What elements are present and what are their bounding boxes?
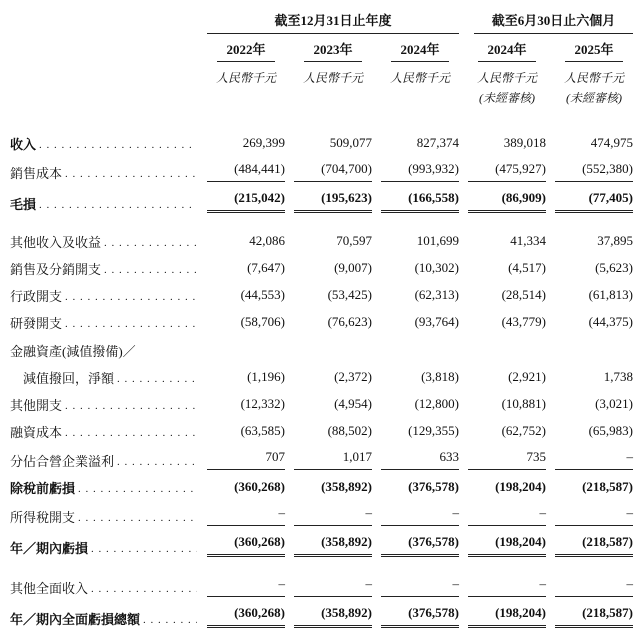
- dot-leader: [91, 580, 197, 596]
- row-label: [10, 163, 198, 182]
- value-cell: (53,425): [327, 287, 372, 302]
- year-header: [555, 36, 633, 62]
- value-cell: (86,909): [468, 190, 546, 213]
- row-label-text: 除稅前虧損: [10, 481, 76, 496]
- year-label: 2024年: [391, 36, 448, 62]
- value-cell: (1,196): [247, 369, 285, 384]
- value-cell: –: [381, 576, 459, 597]
- unaudited-note: [294, 86, 372, 106]
- value-cell: (62,752): [501, 423, 546, 438]
- value-cell: –: [468, 576, 546, 597]
- dot-leader: [91, 540, 197, 556]
- value-cell: –: [294, 505, 372, 526]
- value-cell: (4,517): [508, 260, 546, 275]
- value-cell: (44,375): [588, 314, 633, 329]
- row-label: [10, 422, 198, 441]
- table-row: [10, 182, 633, 213]
- value-cell: (2,372): [334, 369, 372, 384]
- value-cell: (44,553): [240, 287, 285, 302]
- dot-leader: [117, 370, 197, 386]
- unit-label: 人民幣千元: [389, 71, 450, 85]
- year-label: 2022年: [217, 36, 274, 62]
- dot-leader: [78, 480, 197, 496]
- value-cell: 269,399: [242, 135, 285, 150]
- value-cell: (376,578): [381, 605, 459, 628]
- table-row: [10, 441, 633, 470]
- unit-label: 人民幣千元: [563, 71, 624, 85]
- value-cell: (376,578): [381, 534, 459, 557]
- row-label-text: 銷售及分銷開支: [10, 262, 102, 277]
- value-cell: (10,302): [414, 260, 459, 275]
- value-cell: 707: [207, 449, 285, 470]
- unit-label: 人民幣千元: [215, 71, 276, 85]
- value-cell: 735: [468, 449, 546, 470]
- value-cell: (43,779): [501, 314, 546, 329]
- value-cell: (360,268): [207, 605, 285, 628]
- value-cell: (3,021): [595, 396, 633, 411]
- row-label: [10, 395, 198, 414]
- row-label: [10, 259, 198, 278]
- table-row: [10, 387, 633, 414]
- table-row: [10, 224, 633, 251]
- row-label-text: 行政開支: [10, 289, 63, 304]
- value-cell: 474,975: [590, 135, 633, 150]
- table-row: [10, 526, 633, 557]
- report-table: [10, 8, 633, 628]
- value-cell: (198,204): [468, 534, 546, 557]
- column-group-interim: 截至6月30日止六個月: [474, 8, 633, 34]
- table-row: [10, 360, 633, 387]
- table-row: [10, 470, 633, 497]
- value-cell: (76,623): [327, 314, 372, 329]
- row-label: [10, 578, 198, 597]
- value-cell: (360,268): [234, 479, 285, 494]
- year-header: [468, 36, 546, 62]
- row-label-text: 其他開支: [10, 398, 63, 413]
- dot-leader: [65, 315, 197, 331]
- value-cell: –: [468, 505, 546, 526]
- table-row: [10, 597, 633, 628]
- row-label: [10, 313, 198, 332]
- value-cell: (7,647): [247, 260, 285, 275]
- unit-row: [10, 69, 633, 86]
- note-row: [10, 86, 633, 106]
- value-cell: (166,558): [381, 190, 459, 213]
- value-cell: –: [207, 576, 285, 597]
- row-label-text: 其他全面收入: [10, 581, 89, 596]
- value-cell: (198,204): [468, 605, 546, 628]
- row-label-text: 收入: [10, 137, 37, 152]
- value-cell: (12,800): [414, 396, 459, 411]
- row-label-text: 年／期內虧損: [10, 541, 89, 556]
- table-row: [10, 278, 633, 305]
- value-cell: 42,086: [249, 233, 285, 248]
- year-label: 2023年: [304, 36, 361, 62]
- value-cell: 389,018: [503, 135, 546, 150]
- value-cell: –: [555, 505, 633, 526]
- value-cell: –: [294, 576, 372, 597]
- value-cell: (28,514): [501, 287, 546, 302]
- value-cell: (358,892): [294, 605, 372, 628]
- value-cell: (61,813): [588, 287, 633, 302]
- dot-leader: [143, 611, 197, 627]
- value-cell: 1,017: [294, 449, 372, 470]
- value-cell: (198,204): [495, 479, 546, 494]
- table-row: [10, 305, 633, 332]
- dot-leader: [65, 424, 197, 440]
- value-cell: (218,587): [555, 534, 633, 557]
- row-label-text: 分佔合營企業溢利: [10, 454, 115, 469]
- value-cell: (484,441): [207, 161, 285, 182]
- year-header: [294, 36, 372, 62]
- value-cell: (704,700): [294, 161, 372, 182]
- value-cell: (9,007): [334, 260, 372, 275]
- table-row: [10, 332, 633, 360]
- row-label: [10, 538, 198, 557]
- value-cell: (360,268): [207, 534, 285, 557]
- dot-leader: [39, 136, 197, 152]
- table-row: [10, 126, 633, 153]
- unaudited-note: (未經審核): [479, 91, 535, 105]
- value-cell: 633: [381, 449, 459, 470]
- row-label-text: 融資成本: [10, 425, 63, 440]
- value-cell: (10,881): [501, 396, 546, 411]
- dot-leader: [65, 165, 197, 181]
- value-cell: (77,405): [555, 190, 633, 213]
- value-cell: (552,380): [555, 161, 633, 182]
- value-cell: (376,578): [408, 479, 459, 494]
- value-cell: (58,706): [240, 314, 285, 329]
- column-group-row: [10, 8, 633, 34]
- value-cell: –: [381, 505, 459, 526]
- value-cell: (2,921): [508, 369, 546, 384]
- value-cell: 37,895: [597, 233, 633, 248]
- dot-leader: [39, 196, 197, 212]
- table-row: [10, 414, 633, 441]
- value-cell: (358,892): [294, 534, 372, 557]
- value-cell: –: [207, 505, 285, 526]
- value-cell: 101,699: [416, 233, 459, 248]
- row-label: [10, 194, 198, 213]
- year-header: [207, 36, 285, 62]
- value-cell: (218,587): [582, 479, 633, 494]
- unaudited-note: (未經審核): [566, 91, 622, 105]
- dot-leader: [104, 261, 197, 277]
- value-cell: (93,764): [414, 314, 459, 329]
- row-label-text: 金融資產(減值撥備)／: [10, 344, 136, 359]
- dot-leader: [78, 509, 197, 525]
- value-cell: –: [555, 576, 633, 597]
- table-body: [10, 126, 633, 628]
- value-cell: (5,623): [595, 260, 633, 275]
- dot-leader: [65, 288, 197, 304]
- value-cell: (993,932): [381, 161, 459, 182]
- table-row: [10, 153, 633, 182]
- value-cell: 1,738: [603, 369, 633, 384]
- row-label: [10, 609, 198, 628]
- year-header: [381, 36, 459, 62]
- value-cell: (65,983): [588, 423, 633, 438]
- table-row: [10, 568, 633, 597]
- row-label-text: 毛損: [10, 197, 37, 212]
- value-cell: (3,818): [421, 369, 459, 384]
- table-row: [10, 497, 633, 526]
- row-label-text: 銷售成本: [10, 166, 63, 181]
- row-label-text: 減值撥回，淨額: [23, 371, 115, 386]
- row-label: [10, 341, 198, 360]
- unit-label: 人民幣千元: [302, 71, 363, 85]
- row-label: [10, 451, 198, 470]
- row-label: [10, 232, 198, 251]
- value-cell: 827,374: [416, 135, 459, 150]
- column-group-annual: 截至12月31日止年度: [207, 8, 459, 34]
- value-cell: (218,587): [555, 605, 633, 628]
- value-cell: 70,597: [336, 233, 372, 248]
- value-cell: –: [555, 449, 633, 470]
- unaudited-note: [381, 86, 459, 106]
- value-cell: 509,077: [329, 135, 372, 150]
- value-cell: (195,623): [294, 190, 372, 213]
- row-label: [10, 286, 198, 305]
- value-cell: (88,502): [327, 423, 372, 438]
- row-label-text: 其他收入及收益: [10, 235, 102, 250]
- value-cell: (129,355): [408, 423, 459, 438]
- row-label: [10, 134, 198, 153]
- row-label: [10, 478, 198, 497]
- dot-leader: [104, 234, 197, 250]
- row-label: [10, 368, 198, 387]
- year-label: 2024年: [478, 36, 535, 62]
- value-cell: 41,334: [510, 233, 546, 248]
- dot-leader: [117, 453, 197, 469]
- value-cell: (475,927): [468, 161, 546, 182]
- value-cell: (63,585): [240, 423, 285, 438]
- table-row: [10, 251, 633, 278]
- row-label-text: 研發開支: [10, 316, 63, 331]
- unaudited-note: [207, 86, 285, 106]
- year-label: 2025年: [565, 36, 622, 62]
- unit-label: 人民幣千元: [476, 71, 537, 85]
- row-label-text: 年／期內全面虧損總額: [10, 612, 141, 627]
- value-cell: (12,332): [240, 396, 285, 411]
- row-label: [10, 507, 198, 526]
- value-cell: (215,042): [207, 190, 285, 213]
- value-cell: (4,954): [334, 396, 372, 411]
- dot-leader: [65, 397, 197, 413]
- row-label-text: 所得稅開支: [10, 510, 76, 525]
- value-cell: (62,313): [414, 287, 459, 302]
- year-header-row: [10, 36, 633, 62]
- value-cell: (358,892): [321, 479, 372, 494]
